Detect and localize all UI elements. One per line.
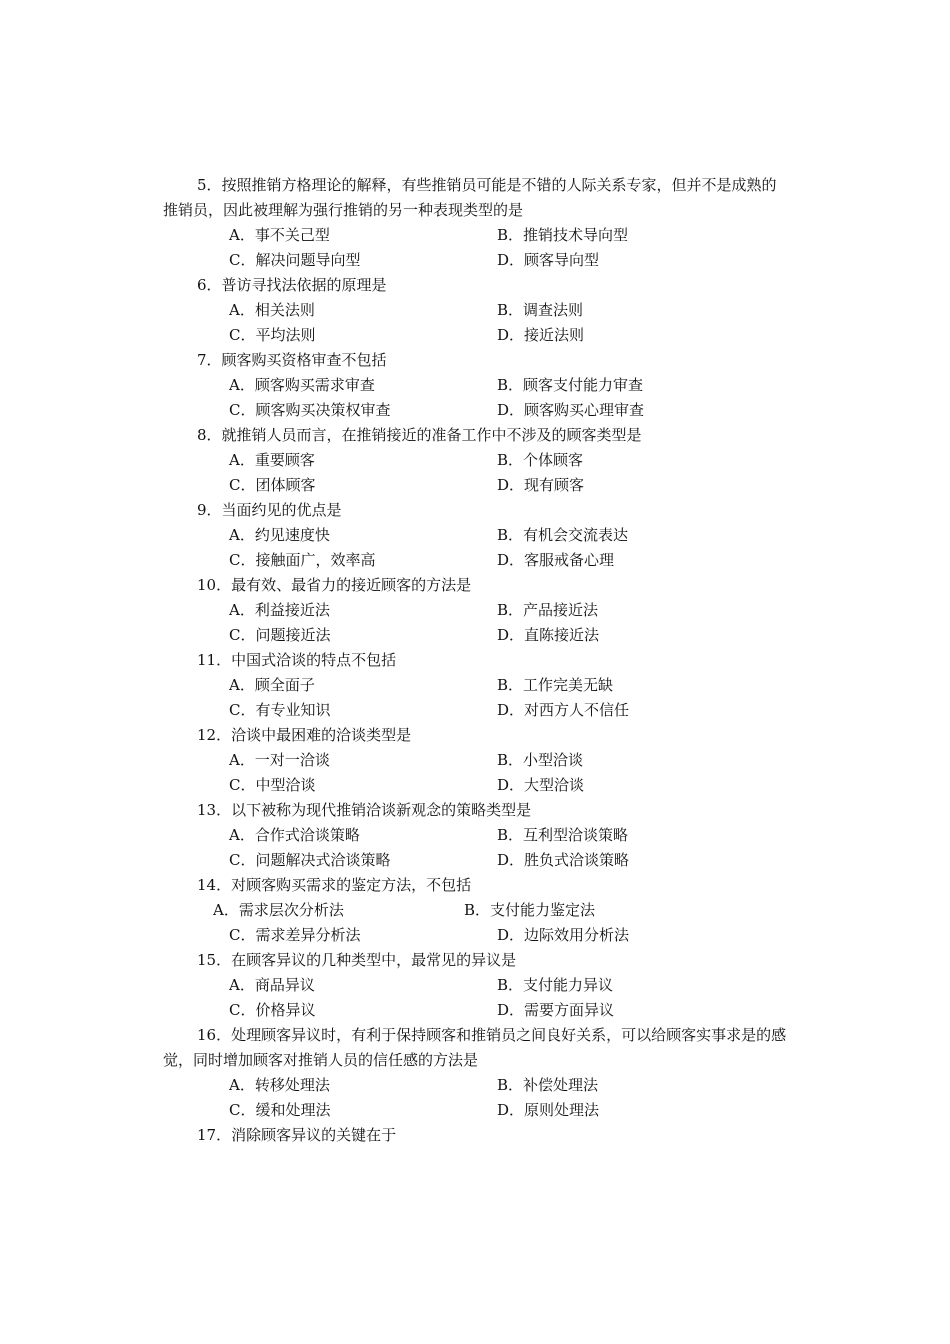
option-c: C．解决问题导向型 — [229, 251, 361, 269]
option-d: D．大型洽谈 — [497, 776, 585, 794]
question-7 — [163, 348, 788, 423]
option-d: D．边际效用分析法 — [497, 926, 630, 944]
option-b: B．个体顾客 — [497, 451, 584, 469]
question-8 — [163, 423, 788, 498]
option-d: D．现有顾客 — [497, 476, 585, 494]
option-b: B．调查法则 — [497, 301, 584, 319]
question-17 — [163, 1123, 788, 1148]
option-c: C．中型洽谈 — [229, 776, 316, 794]
option-c: C．顾客购买决策权审查 — [229, 401, 391, 419]
question-14 — [163, 873, 788, 948]
option-a: A．约见速度快 — [229, 526, 330, 544]
question-16 — [163, 1023, 788, 1123]
question-11 — [163, 648, 788, 723]
question-stem: 13．以下被称为现代推销洽谈新观念的策略类型是 — [197, 801, 532, 819]
question-stem: 15．在顾客异议的几种类型中，最常见的异议是 — [197, 951, 517, 969]
option-a: A．顾全面子 — [229, 676, 315, 694]
option-a: A．利益接近法 — [229, 601, 330, 619]
option-d: D．接近法则 — [497, 326, 585, 344]
option-c: C．接触面广，效率高 — [229, 551, 376, 569]
option-a: A．一对一洽谈 — [229, 751, 330, 769]
option-a: A．顾客购买需求审查 — [229, 376, 375, 394]
question-5 — [163, 173, 788, 273]
option-d: D．原则处理法 — [497, 1101, 600, 1119]
question-stem: 14．对顾客购买需求的鉴定方法，不包括 — [197, 876, 472, 894]
question-12 — [163, 723, 788, 798]
option-c: C．问题解决式洽谈策略 — [229, 851, 391, 869]
option-a: A．合作式洽谈策略 — [229, 826, 360, 844]
option-a: A．重要顾客 — [229, 451, 315, 469]
question-stem: 16．处理顾客异议时，有利于保持顾客和推销员之间良好关系，可以给顾客实事求是的感觉，同时增加顾客对推销人员的信任感的方法是 — [163, 1026, 787, 1069]
option-b: B．补偿处理法 — [497, 1076, 599, 1094]
option-c: C．缓和处理法 — [229, 1101, 331, 1119]
option-d: D．胜负式洽谈策略 — [497, 851, 630, 869]
option-a: A．需求层次分析法 — [213, 901, 344, 919]
option-d: D．顾客购买心理审查 — [497, 401, 645, 419]
option-c: C．问题接近法 — [229, 626, 331, 644]
option-a: A．事不关己型 — [229, 226, 330, 244]
option-d: D．需要方面异议 — [497, 1001, 615, 1019]
question-stem: 10．最有效、最省力的接近顾客的方法是 — [197, 576, 472, 594]
question-6 — [163, 273, 788, 348]
option-c: C．团体顾客 — [229, 476, 316, 494]
question-10 — [163, 573, 788, 648]
option-c: C．价格异议 — [229, 1001, 316, 1019]
question-stem: 11．中国式洽谈的特点不包括 — [197, 651, 397, 669]
option-b: B．推销技术导向型 — [497, 226, 629, 244]
option-d: D．直陈接近法 — [497, 626, 600, 644]
option-b: B．支付能力异议 — [497, 976, 614, 994]
question-stem: 5．按照推销方格理论的解释，有些推销员可能是不错的人际关系专家，但并不是成熟的推销员，因此被理解为强行推销的另一种表现类型的是 — [163, 176, 777, 219]
option-c: C．有专业知识 — [229, 701, 331, 719]
question-stem: 6．普访寻找法依据的原理是 — [197, 276, 387, 294]
question-13 — [163, 798, 788, 873]
option-a: A．相关法则 — [229, 301, 315, 319]
option-b: B．互利型洽谈策略 — [497, 826, 629, 844]
option-c: C．平均法则 — [229, 326, 316, 344]
option-c: C．需求差异分析法 — [229, 926, 361, 944]
question-stem: 17．消除顾客异议的关键在于 — [197, 1126, 397, 1144]
question-stem: 9．当面约见的优点是 — [197, 501, 342, 519]
option-d: D．客服戒备心理 — [497, 551, 615, 569]
question-stem: 7．顾客购买资格审查不包括 — [197, 351, 387, 369]
option-a: A．商品异议 — [229, 976, 315, 994]
option-d: D．顾客导向型 — [497, 251, 600, 269]
question-9 — [163, 498, 788, 573]
option-d: D．对西方人不信任 — [497, 701, 630, 719]
option-b: B．产品接近法 — [497, 601, 599, 619]
option-b: B．工作完美无缺 — [497, 676, 614, 694]
question-stem: 12．洽谈中最困难的洽谈类型是 — [197, 726, 412, 744]
question-15 — [163, 948, 788, 1023]
option-b: B．有机会交流表达 — [497, 526, 629, 544]
option-a: A．转移处理法 — [229, 1076, 330, 1094]
option-b: B．支付能力鉴定法 — [464, 901, 596, 919]
question-list — [163, 173, 788, 1148]
option-b: B．小型洽谈 — [497, 751, 584, 769]
question-stem: 8．就推销人员而言，在推销接近的准备工作中不涉及的顾客类型是 — [197, 426, 642, 444]
option-b: B．顾客支付能力审查 — [497, 376, 644, 394]
